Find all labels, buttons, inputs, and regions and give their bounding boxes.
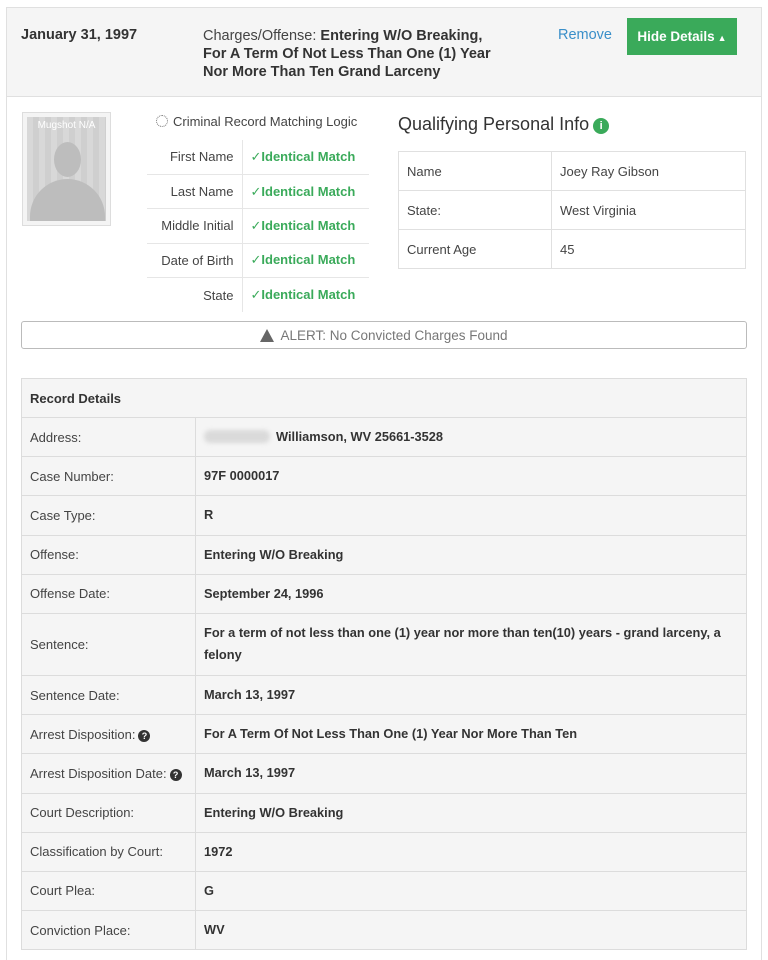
record-details-header [22,379,747,418]
match-result: ✓Identical Match [242,209,369,243]
mugshot-placeholder [22,112,111,226]
detail-label: Offense Date: [22,574,196,613]
table-row [22,496,747,535]
qualifying-label: Name [399,152,552,191]
charges-prefix: Charges/Offense: [203,28,317,44]
matching-logic-title: Criminal Record Matching Logic [156,114,357,129]
table-row [22,574,747,613]
match-row [147,209,369,243]
match-field: Last Name [147,174,242,208]
help-icon[interactable]: ? [138,730,150,742]
detail-value: For A Term Of Not Less Than One (1) Year Nor More Than Ten [196,715,747,754]
detail-label: Case Number: [22,457,196,496]
match-result: ✓Identical Match [242,174,369,208]
detail-value: Entering W/O Breaking [196,793,747,832]
match-row [147,140,369,174]
match-result: ✓Identical Match [250,287,356,302]
qualifying-value: West Virginia [552,191,746,230]
match-row [147,243,369,277]
qualifying-row [399,230,746,269]
qualifying-row [399,191,746,230]
record-date: January 31, 1997 [21,27,138,43]
detail-value: March 13, 1997 [196,675,747,714]
table-row [22,613,747,675]
detail-label: Address: [22,418,196,457]
warning-icon [260,329,274,342]
table-row [22,793,747,832]
match-field: State [147,278,242,312]
mugshot-label: Mugshot N/A [37,120,96,131]
detail-label: Court Plea: [22,871,196,910]
qualifying-row [399,152,746,191]
matching-logic-table [147,140,369,312]
match-field: Date of Birth [147,243,242,277]
detail-value: 97F 0000017 [196,457,747,496]
remove-link[interactable]: Remove [558,27,612,43]
detail-value: September 24, 1996 [196,574,747,613]
table-row [22,675,747,714]
detail-label: Case Type: [22,496,196,535]
charges-summary [203,27,503,81]
record-details-title: Record Details [22,379,747,418]
match-row [147,278,369,312]
gear-icon [156,115,168,127]
table-row [22,535,747,574]
record-header [6,7,762,97]
charges-text: Entering W/O Breaking, For A Term Of Not Less Than One (1) Year Nor More Than Ten Grand Larceny [203,28,491,80]
detail-value: G [196,871,747,910]
detail-value: Williamson, WV 25661-3528 [196,418,747,457]
help-icon[interactable]: ? [170,769,182,781]
detail-value: WV [196,911,747,950]
info-icon[interactable]: i [593,118,609,134]
table-row [22,418,747,457]
caret-up-icon: ▲ [717,33,727,43]
hide-details-label: Hide Details [637,29,715,44]
match-row [147,174,369,208]
match-field: First Name [147,140,242,174]
detail-label: Classification by Court: [22,832,196,871]
match-field: Middle Initial [147,209,242,243]
table-row [22,871,747,910]
table-row [22,754,747,793]
detail-label: Conviction Place: [22,911,196,950]
redacted-street [204,430,270,443]
silhouette-head [54,142,81,177]
detail-label: Arrest Disposition: ? [22,715,196,754]
match-result: ✓Identical Match [242,243,369,277]
detail-label: Sentence: [22,613,196,675]
table-row [22,457,747,496]
silhouette-shoulders [30,179,105,221]
table-row [22,832,747,871]
no-convictions-alert: ALERT: No Convicted Charges Found [21,321,747,349]
qualifying-info-title: Qualifying Personal Info i [398,114,609,135]
detail-value: For a term of not less than one (1) year nor more than ten(10) years - grand larceny, a felony [196,613,747,675]
qualifying-info-table [398,151,746,269]
match-result: ✓Identical Match [242,140,369,174]
qualifying-label: Current Age [399,230,552,269]
detail-label: Court Description: [22,793,196,832]
detail-value: March 13, 1997 [196,754,747,793]
record-details-table [21,378,747,950]
qualifying-value: Joey Ray Gibson [552,152,746,191]
detail-value: R [196,496,747,535]
detail-label: Sentence Date: [22,675,196,714]
qualifying-value: 45 [552,230,746,269]
detail-label: Offense: [22,535,196,574]
detail-value: 1972 [196,832,747,871]
hide-details-button[interactable] [627,18,737,55]
table-row [22,911,747,950]
detail-label: Arrest Disposition Date: ? [22,754,196,793]
detail-value: Entering W/O Breaking [196,535,747,574]
table-row [22,715,747,754]
qualifying-label: State: [399,191,552,230]
